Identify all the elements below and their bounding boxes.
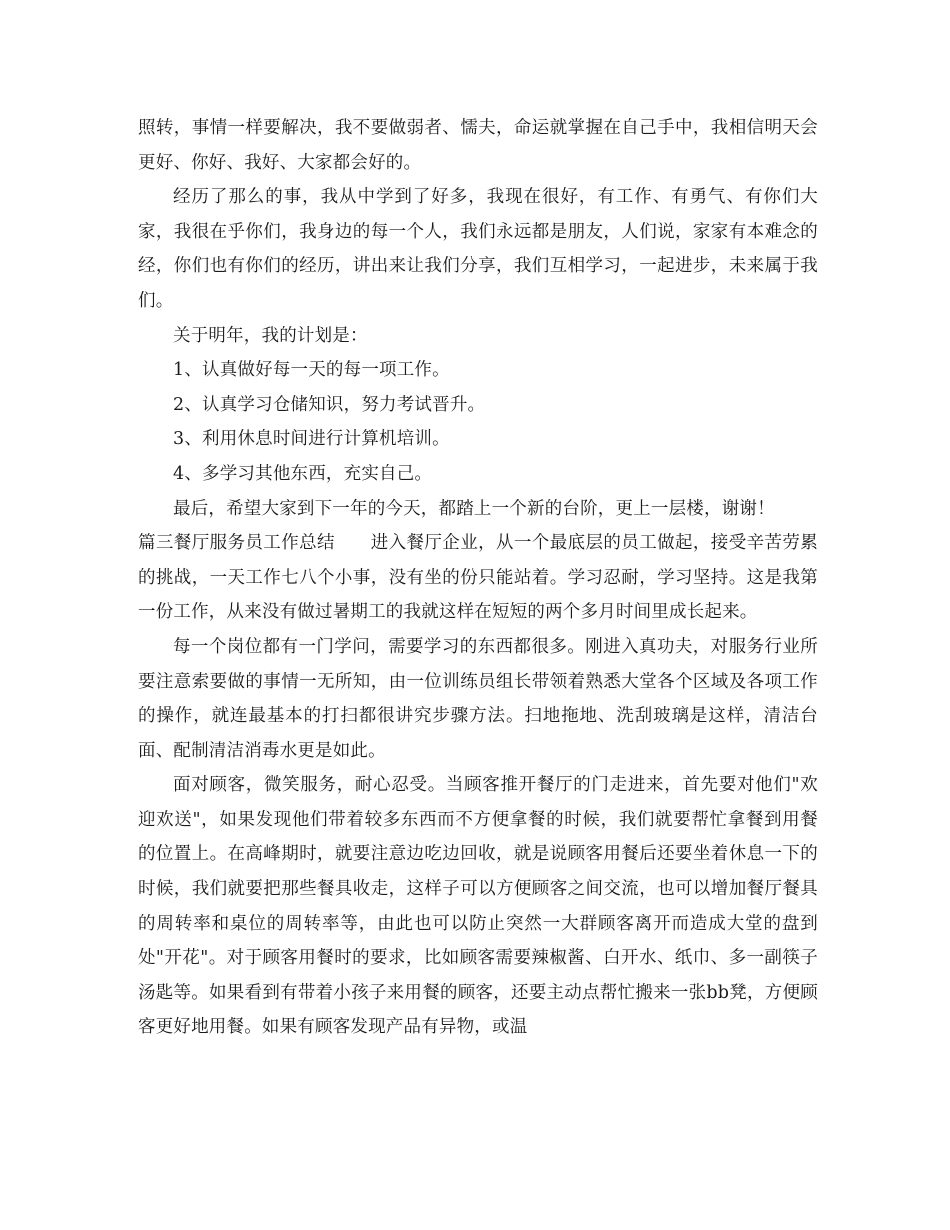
list-item: 2、认真学习仓储知识，努力考试晋升。 (173, 394, 486, 415)
document-body (138, 111, 818, 1045)
paragraph: 关于明年，我的计划是： (173, 325, 368, 346)
paragraph: 经历了那么的事，我从中学到了好多，我现在很好，有工作、有勇气、有你们大家，我很在乎你们，我身边的每一个人，我们永远都是朋友，人们说，家家有本难念的经，你们也有你们的经历，讲出来让我们分享，我们互相学习，一起进步，未来属于我们。 (138, 187, 818, 311)
paragraph: 最后，希望大家到下一年的今天，都踏上一个新的台阶，更上一层楼，谢谢！ (173, 498, 775, 519)
section-heading-paragraph: 篇三餐厅服务员工作总结 进入餐厅企业，从一个最底层的员工做起，接受辛苦劳累的挑战，一天工作七八个小事，没有坐的份只能站着。学习忍耐，学习坚持。这是我第一份工作，从来没有做过暑期工的我就这样在短短的两个多月时间里成长起来。 (138, 533, 818, 623)
paragraph: 照转，事情一样要解决，我不要做弱者、懦夫，命运就掌握在自己手中，我相信明天会更好、你好、我好、大家都会好的。 (138, 118, 818, 173)
paragraph: 每一个岗位都有一门学问，需要学习的东西都很多。刚进入真功夫，对服务行业所要注意索要做的事情一无所知，由一位训练员组长带领着熟悉大堂各个区域及各项工作的操作，就连最基本的打扫都很讲究步骤方法。扫地拖地、洗刮玻璃是这样，清洁台面、配制清洁消毒水更是如此。 (138, 636, 818, 761)
list-item: 3、利用休息时间进行计算机培训。 (173, 429, 450, 450)
paragraph: 面对顾客，微笑服务，耐心忍受。当顾客推开餐厅的门走进来，首先要对他们"欢迎欢送"，如果发现他们带着较多东西而不方便拿餐的时候，我们就要帮忙拿餐到用餐的位置上。在高峰期时，就要注意边吃边回收，就是说顾客用餐后还要坐着休息一下的时候，我们就要把那些餐具收走，这样子可以方便顾客之间交流，也可以增加餐厅餐具的周转率和桌位的周转率等，由此也可以防止突然一大群顾客离开而造成大堂的盘到处"开花"。对于顾客用餐时的要求，比如顾客需要辣椒酱、白开水、纸巾、多一副筷子汤匙等。如果看到有带着小孩子来用餐的顾客，还要主动点帮忙搬来一张bb凳，方便顾客更好地用餐。如果有顾客发现产品有异物，或温 (138, 775, 818, 1038)
list-item: 4、多学习其他东西，充实自己。 (173, 463, 433, 484)
list-item: 1、认真做好每一天的每一项工作。 (173, 360, 450, 381)
